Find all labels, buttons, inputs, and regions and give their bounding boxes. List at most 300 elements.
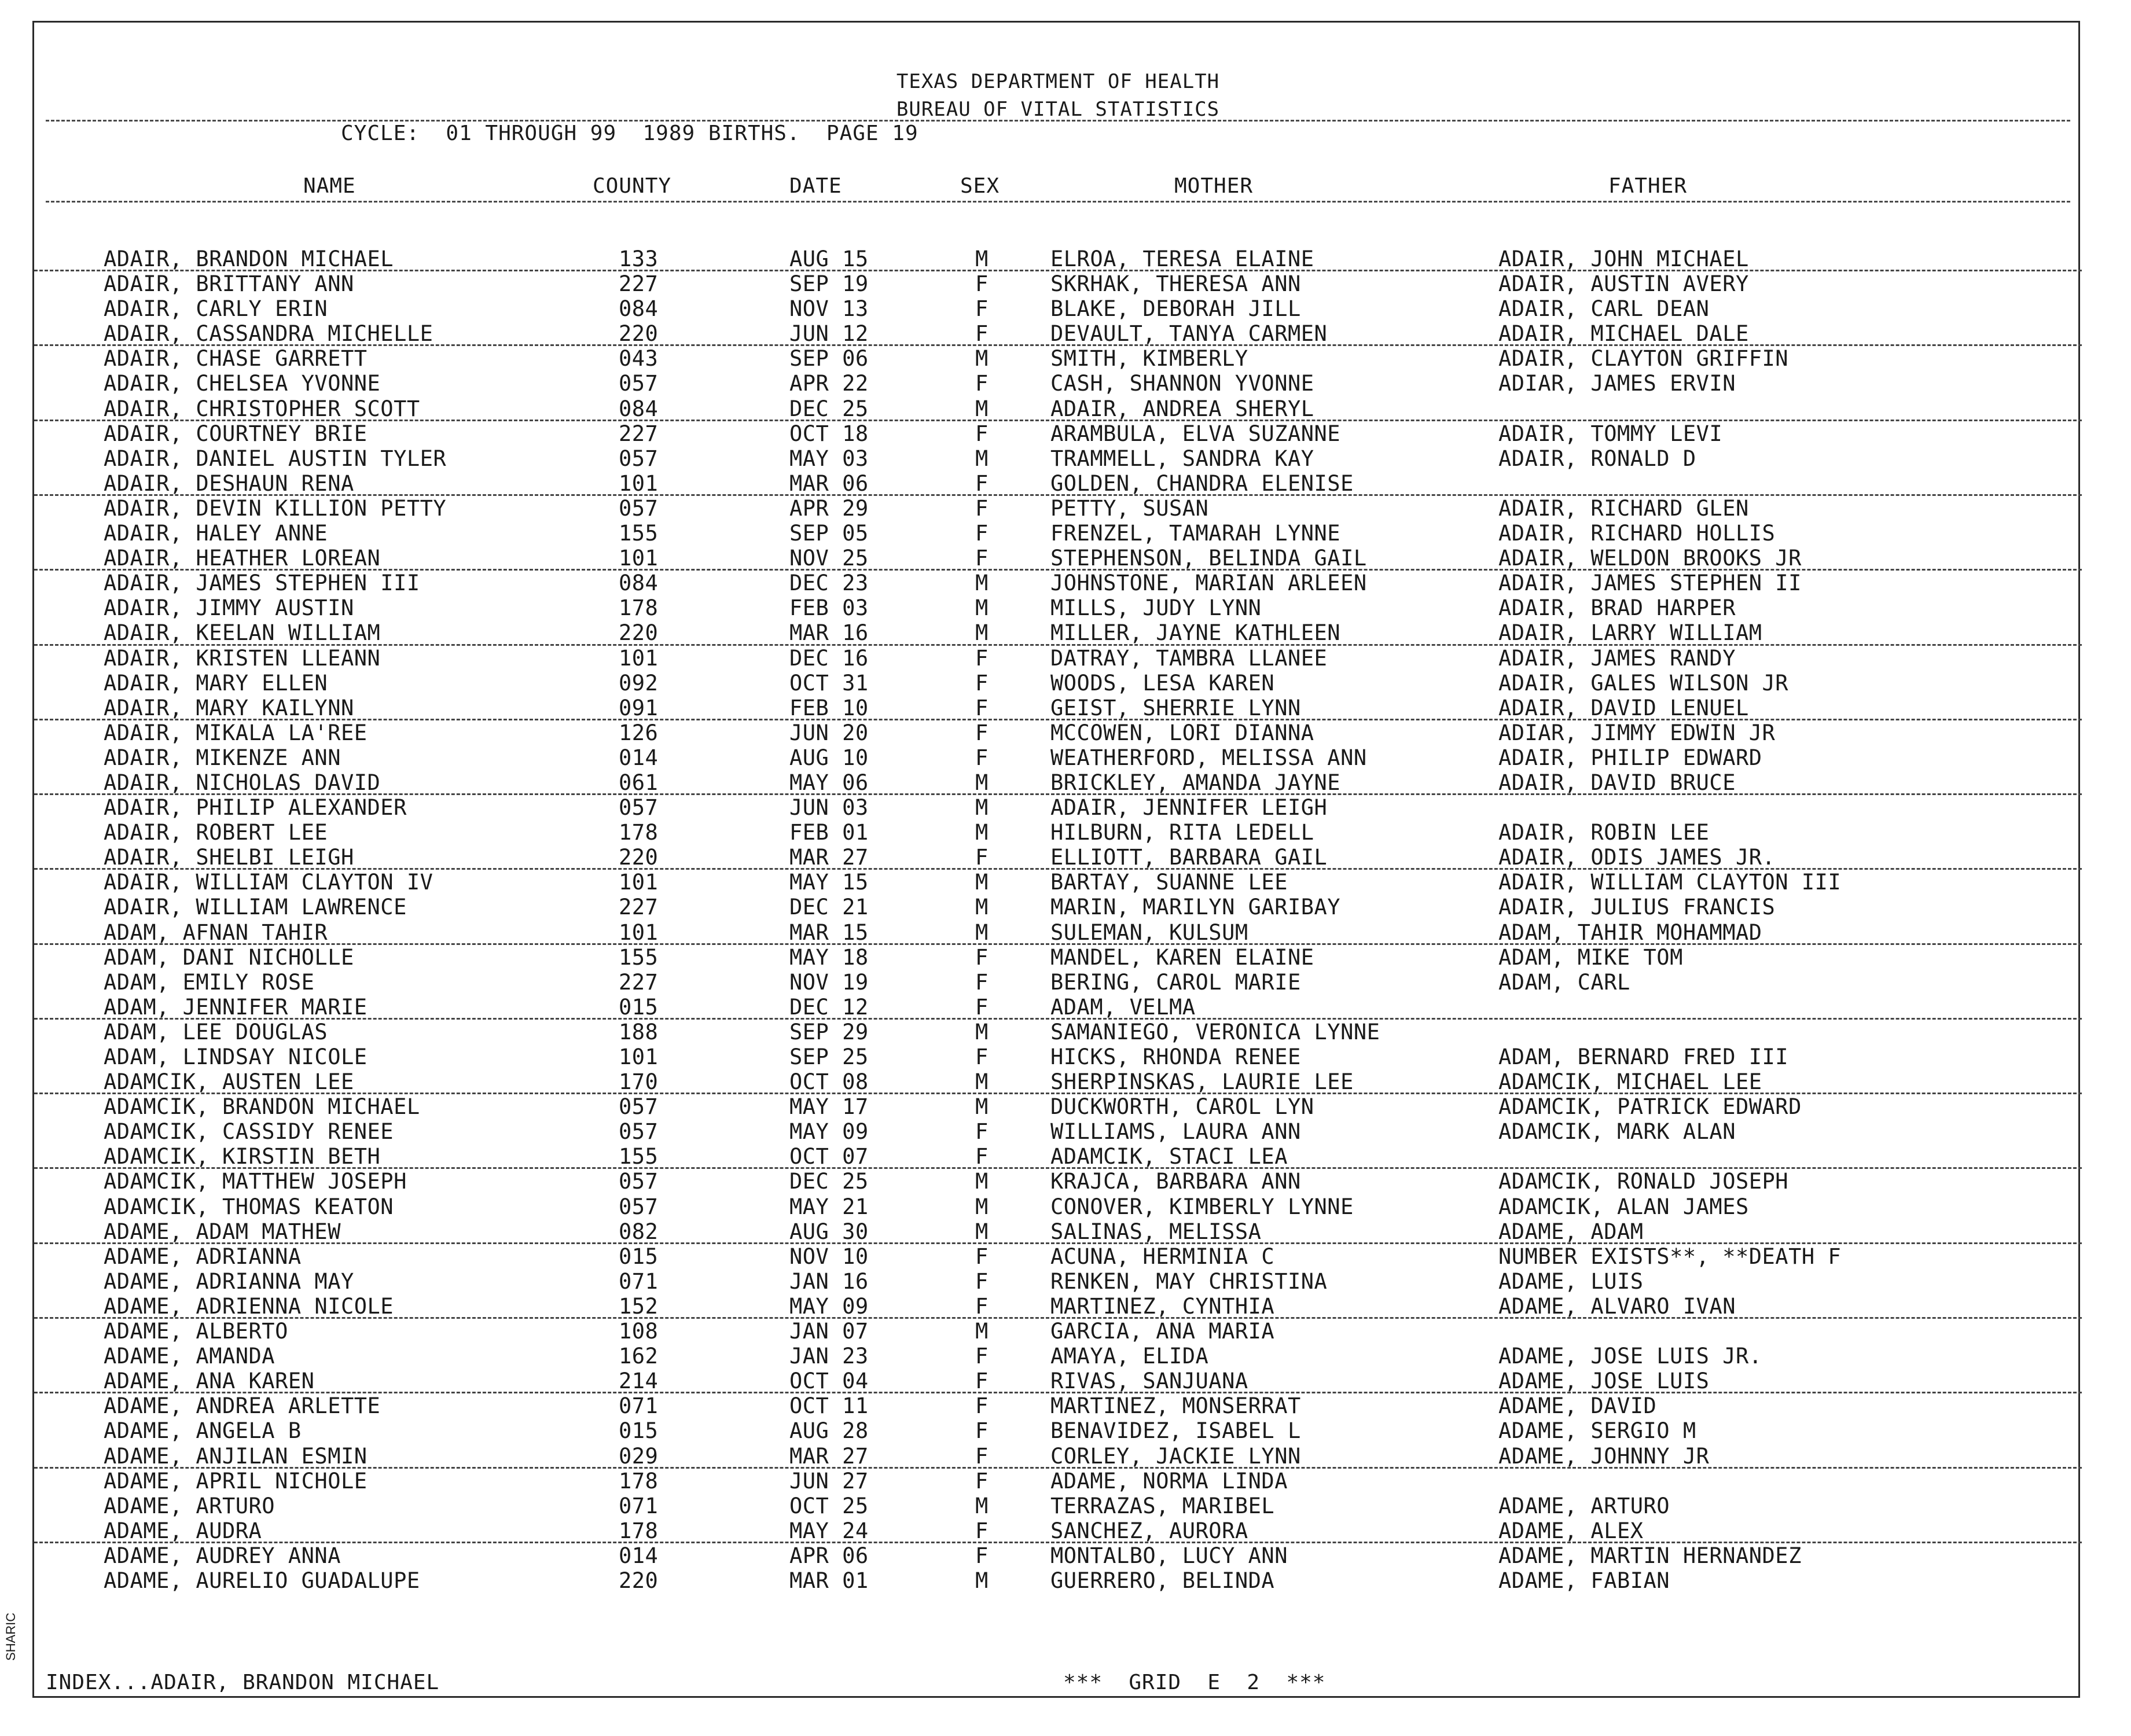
cell-sex: M	[975, 1069, 989, 1095]
column-header-father: FATHER	[1608, 174, 1688, 198]
cell-mother: WEATHERFORD, MELISSA ANN	[1050, 745, 1367, 770]
cell-date: SEP 06	[789, 346, 869, 372]
table-row	[34, 945, 2082, 970]
cell-sex: F	[975, 296, 989, 322]
table-row	[34, 421, 2082, 446]
cell-date: SEP 25	[789, 1044, 869, 1069]
cell-father: ADAIR, DAVID LENUEL	[1498, 695, 1749, 720]
cell-county: 057	[619, 1194, 659, 1219]
table-row	[34, 1269, 2082, 1294]
cell-mother: DUCKWORTH, CAROL LYN	[1050, 1094, 1314, 1120]
cell-date: MAY 18	[789, 944, 869, 970]
cell-mother: BRICKLEY, AMANDA JAYNE	[1050, 770, 1341, 795]
cell-sex: M	[975, 595, 989, 621]
table-row	[34, 1469, 2082, 1494]
cell-name: ADAMCIK, AUSTEN LEE	[104, 1069, 354, 1095]
cell-mother: RENKEN, MAY CHRISTINA	[1050, 1268, 1328, 1294]
cell-mother: JOHNSTONE, MARIAN ARLEEN	[1050, 571, 1367, 596]
cell-sex: F	[975, 845, 989, 870]
cell-date: MAR 15	[789, 920, 869, 945]
table-row	[34, 346, 2082, 371]
cell-mother: SKRHAK, THERESA ANN	[1050, 271, 1301, 297]
cell-name: ADAM, LEE DOUGLAS	[104, 1019, 328, 1044]
cell-mother: GARCIA, ANA MARIA	[1050, 1319, 1275, 1344]
cell-date: NOV 13	[789, 296, 869, 322]
cell-date: MAY 06	[789, 770, 869, 795]
cell-sex: M	[975, 1568, 989, 1593]
table-row	[34, 1319, 2082, 1344]
cell-father: ADAMCIK, ALAN JAMES	[1498, 1194, 1749, 1219]
cell-mother: PETTY, SUSAN	[1050, 495, 1209, 521]
cell-county: 015	[619, 1418, 659, 1444]
cell-county: 015	[619, 994, 659, 1020]
cell-mother: TERRAZAS, MARIBEL	[1050, 1493, 1275, 1518]
cell-county: 057	[619, 1119, 659, 1145]
cell-name: ADAME, ANJILAN ESMIN	[104, 1443, 368, 1469]
cell-date: JUN 03	[789, 795, 869, 821]
cell-name: ADAME, AUDRA	[104, 1518, 262, 1543]
cell-name: ADAME, AURELIO GUADALUPE	[104, 1568, 420, 1593]
cell-sex: F	[975, 645, 989, 671]
table-row	[34, 1020, 2082, 1044]
cell-county: 227	[619, 895, 659, 920]
table-row	[34, 446, 2082, 471]
cell-date: DEC 16	[789, 645, 869, 671]
birth-records-table	[34, 247, 2082, 1593]
cell-father: ADAME, FABIAN	[1498, 1568, 1670, 1593]
cell-date: MAR 01	[789, 1568, 869, 1593]
cell-date: SEP 19	[789, 271, 869, 297]
cell-mother: SANCHEZ, AURORA	[1050, 1518, 1248, 1543]
cell-sex: F	[975, 1119, 989, 1145]
cell-name: ADAMCIK, BRANDON MICHAEL	[104, 1094, 420, 1120]
cell-name: ADAIR, SHELBI LEIGH	[104, 845, 354, 870]
cell-sex: M	[975, 1493, 989, 1518]
cell-mother: KRAJCA, BARBARA ANN	[1050, 1169, 1301, 1194]
table-row	[34, 271, 2082, 296]
cell-county: 057	[619, 1169, 659, 1194]
cell-date: MAY 09	[789, 1293, 869, 1319]
cell-name: ADAM, DANI NICHOLLE	[104, 944, 354, 970]
cell-mother: WILLIAMS, LAURA ANN	[1050, 1119, 1301, 1145]
table-row	[34, 1518, 2082, 1543]
table-row	[34, 1094, 2082, 1119]
cell-name: ADAME, ANA KAREN	[104, 1369, 315, 1394]
cell-father: ADAIR, JULIUS FRANCIS	[1498, 895, 1776, 920]
cell-sex: F	[975, 1344, 989, 1369]
cell-date: NOV 25	[789, 546, 869, 571]
cell-mother: MARIN, MARILYN GARIBAY	[1050, 895, 1341, 920]
cell-county: 014	[619, 745, 659, 770]
cell-sex: M	[975, 1094, 989, 1120]
table-row	[34, 496, 2082, 521]
cell-sex: F	[975, 994, 989, 1020]
cell-county: 178	[619, 1518, 659, 1543]
cell-date: FEB 03	[789, 595, 869, 621]
cell-father: ADAIR, RICHARD GLEN	[1498, 495, 1749, 521]
cell-name: ADAMCIK, CASSIDY RENEE	[104, 1119, 394, 1145]
cell-father: ADAIR, WELDON BROOKS JR	[1498, 546, 1802, 571]
cell-sex: F	[975, 695, 989, 720]
cell-mother: CONOVER, KIMBERLY LYNNE	[1050, 1194, 1354, 1219]
cell-name: ADAIR, DANIEL AUSTIN TYLER	[104, 446, 447, 471]
cell-name: ADAIR, CHELSEA YVONNE	[104, 371, 381, 396]
cell-father: ADAIR, WILLIAM CLAYTON III	[1498, 870, 1842, 895]
cell-date: OCT 18	[789, 421, 869, 446]
cell-father: ADAIR, CLAYTON GRIFFIN	[1498, 346, 1789, 372]
cell-date: JAN 23	[789, 1344, 869, 1369]
ledger-page	[32, 21, 2080, 1698]
cell-county: 084	[619, 571, 659, 596]
cell-mother: STEPHENSON, BELINDA GAIL	[1050, 546, 1367, 571]
cell-date: OCT 31	[789, 670, 869, 696]
cell-county: 220	[619, 620, 659, 646]
cell-county: 155	[619, 1144, 659, 1169]
table-row	[34, 546, 2082, 571]
cell-name: ADAME, ADRIANNA MAY	[104, 1268, 354, 1294]
cell-county: 178	[619, 820, 659, 845]
cell-mother: ELLIOTT, BARBARA GAIL	[1050, 845, 1328, 870]
cell-county: 101	[619, 1044, 659, 1069]
cell-father: ADAIR, RICHARD HOLLIS	[1498, 521, 1776, 546]
cell-father: ADAME, ALEX	[1498, 1518, 1644, 1543]
cell-father: ADAME, SERGIO M	[1498, 1418, 1696, 1444]
cell-name: ADAIR, CARLY ERIN	[104, 296, 328, 322]
cell-sex: F	[975, 546, 989, 571]
cell-county: 101	[619, 870, 659, 895]
cell-date: OCT 07	[789, 1144, 869, 1169]
cell-county: 155	[619, 944, 659, 970]
cell-name: ADAM, AFNAN TAHIR	[104, 920, 328, 945]
cell-name: ADAME, ARTURO	[104, 1493, 275, 1518]
table-row	[34, 620, 2082, 645]
cell-mother: MARTINEZ, MONSERRAT	[1050, 1393, 1301, 1419]
cell-sex: M	[975, 1194, 989, 1219]
table-row	[34, 1294, 2082, 1319]
column-header-date: DATE	[789, 174, 842, 198]
cell-mother: ADAME, NORMA LINDA	[1050, 1468, 1288, 1494]
cell-county: 101	[619, 920, 659, 945]
cell-sex: F	[975, 421, 989, 446]
table-row	[34, 795, 2082, 820]
column-header-sex: SEX	[960, 174, 1000, 198]
table-row	[34, 895, 2082, 920]
cell-date: JUN 12	[789, 321, 869, 347]
cell-name: ADAM, LINDSAY NICOLE	[104, 1044, 368, 1069]
cell-father: ADAM, BERNARD FRED III	[1498, 1044, 1789, 1069]
cell-mother: MONTALBO, LUCY ANN	[1050, 1543, 1288, 1568]
table-row	[34, 1494, 2082, 1518]
cell-sex: M	[975, 920, 989, 945]
cell-date: DEC 12	[789, 994, 869, 1020]
cell-mother: GUERRERO, BELINDA	[1050, 1568, 1275, 1593]
table-row	[34, 471, 2082, 496]
cell-county: 057	[619, 1094, 659, 1120]
table-row	[34, 646, 2082, 671]
table-row	[34, 1044, 2082, 1069]
cell-date: FEB 10	[789, 695, 869, 720]
cell-name: ADAIR, BRANDON MICHAEL	[104, 247, 394, 271]
cell-county: 029	[619, 1443, 659, 1469]
cell-county: 057	[619, 495, 659, 521]
cell-county: 178	[619, 1468, 659, 1494]
cell-mother: ADAIR, ANDREA SHERYL	[1050, 396, 1314, 421]
cell-mother: SMITH, KIMBERLY	[1050, 346, 1248, 372]
cell-sex: F	[975, 969, 989, 995]
cell-sex: F	[975, 1268, 989, 1294]
bureau-title: BUREAU OF VITAL STATISTICS	[896, 98, 1220, 121]
cell-sex: M	[975, 446, 989, 471]
cell-county: 071	[619, 1393, 659, 1419]
cell-father: ADAIR, JAMES STEPHEN II	[1498, 571, 1802, 596]
cell-father: ADAME, JOSE LUIS	[1498, 1369, 1710, 1394]
cell-county: 178	[619, 595, 659, 621]
cell-mother: BERING, CAROL MARIE	[1050, 969, 1301, 995]
cell-father: ADAIR, JAMES RANDY	[1498, 645, 1736, 671]
cell-father: ADAIR, CARL DEAN	[1498, 296, 1710, 322]
cell-father: ADAME, DAVID	[1498, 1393, 1657, 1419]
cell-date: APR 22	[789, 371, 869, 396]
cell-father: ADAIR, GALES WILSON JR	[1498, 670, 1789, 696]
cell-date: NOV 10	[789, 1244, 869, 1269]
cell-mother: DEVAULT, TANYA CARMEN	[1050, 321, 1328, 347]
table-row	[34, 1244, 2082, 1269]
cell-mother: ARAMBULA, ELVA SUZANNE	[1050, 421, 1341, 446]
cell-county: 126	[619, 720, 659, 745]
cell-father: ADAIR, JOHN MICHAEL	[1498, 247, 1749, 271]
cell-county: 092	[619, 670, 659, 696]
cell-sex: M	[975, 1019, 989, 1044]
cell-father: ADAIR, AUSTIN AVERY	[1498, 271, 1749, 297]
table-row	[34, 595, 2082, 620]
cell-father: ADAIR, LARRY WILLIAM	[1498, 620, 1762, 646]
index-footer: INDEX...ADAIR, BRANDON MICHAEL	[46, 1671, 440, 1694]
cell-county: 057	[619, 446, 659, 471]
cell-mother: SULEMAN, KULSUM	[1050, 920, 1248, 945]
cell-county: 057	[619, 371, 659, 396]
cell-father: ADAM, MIKE TOM	[1498, 944, 1683, 970]
cell-father: NUMBER EXISTS**, **DEATH F	[1498, 1244, 1842, 1269]
cell-father: ADAIR, RONALD D	[1498, 446, 1696, 471]
cell-date: JUN 20	[789, 720, 869, 745]
cell-county: 170	[619, 1069, 659, 1095]
cell-sex: M	[975, 247, 989, 271]
cell-county: 061	[619, 770, 659, 795]
cell-county: 227	[619, 271, 659, 297]
table-row	[34, 1219, 2082, 1244]
cycle-line: CYCLE: 01 THROUGH 99 1989 BIRTHS. PAGE 19	[341, 122, 918, 145]
table-row	[34, 745, 2082, 770]
cell-sex: F	[975, 1543, 989, 1568]
cell-county: 155	[619, 521, 659, 546]
cell-mother: ADAIR, JENNIFER LEIGH	[1050, 795, 1328, 821]
cell-sex: F	[975, 1369, 989, 1394]
cell-sex: F	[975, 720, 989, 745]
column-header-mother: MOTHER	[1174, 174, 1254, 198]
cell-name: ADAIR, MARY ELLEN	[104, 670, 328, 696]
cell-father: ADAMCIK, MARK ALAN	[1498, 1119, 1736, 1145]
cell-father: ADAIR, TOMMY LEVI	[1498, 421, 1723, 446]
cell-father: ADAME, ALVARO IVAN	[1498, 1293, 1736, 1319]
cell-date: APR 06	[789, 1543, 869, 1568]
cell-father: ADAMCIK, MICHAEL LEE	[1498, 1069, 1762, 1095]
cell-date: AUG 30	[789, 1219, 869, 1244]
cell-name: ADAM, JENNIFER MARIE	[104, 994, 368, 1020]
cell-county: 043	[619, 346, 659, 372]
table-row	[34, 995, 2082, 1020]
cell-date: AUG 10	[789, 745, 869, 770]
cell-date: MAR 27	[789, 1443, 869, 1469]
table-row	[34, 870, 2082, 895]
cell-date: DEC 25	[789, 396, 869, 421]
cell-sex: F	[975, 521, 989, 546]
table-row	[34, 1369, 2082, 1393]
cell-mother: GEIST, SHERRIE LYNN	[1050, 695, 1301, 720]
table-row	[34, 1119, 2082, 1144]
cell-date: MAY 21	[789, 1194, 869, 1219]
cell-date: FEB 01	[789, 820, 869, 845]
table-row	[34, 1393, 2082, 1418]
table-row	[34, 1144, 2082, 1169]
table-row	[34, 1543, 2082, 1568]
cell-name: ADAIR, WILLIAM LAWRENCE	[104, 895, 407, 920]
column-header-county: COUNTY	[593, 174, 672, 198]
cell-date: APR 29	[789, 495, 869, 521]
cell-county: 071	[619, 1493, 659, 1518]
cell-name: ADAME, AUDREY ANNA	[104, 1543, 341, 1568]
cell-sex: F	[975, 1244, 989, 1269]
cell-mother: BLAKE, DEBORAH JILL	[1050, 296, 1301, 322]
cell-county: 108	[619, 1319, 659, 1344]
cell-date: MAY 09	[789, 1119, 869, 1145]
cell-sex: F	[975, 1443, 989, 1469]
cell-sex: M	[975, 1219, 989, 1244]
cell-mother: MILLER, JAYNE KATHLEEN	[1050, 620, 1341, 646]
cell-father: ADAME, ARTURO	[1498, 1493, 1670, 1518]
table-row	[34, 671, 2082, 696]
cell-mother: ADAMCIK, STACI LEA	[1050, 1144, 1288, 1169]
cell-sex: F	[975, 745, 989, 770]
cell-mother: SALINAS, MELISSA	[1050, 1219, 1262, 1244]
cell-date: MAY 17	[789, 1094, 869, 1120]
cell-county: 101	[619, 470, 659, 496]
cell-date: MAY 15	[789, 870, 869, 895]
cell-sex: F	[975, 670, 989, 696]
cell-sex: M	[975, 895, 989, 920]
cell-name: ADAM, EMILY ROSE	[104, 969, 315, 995]
cell-mother: SAMANIEGO, VERONICA LYNNE	[1050, 1019, 1380, 1044]
table-row	[34, 820, 2082, 845]
cell-sex: M	[975, 1319, 989, 1344]
cell-name: ADAIR, MARY KAILYNN	[104, 695, 354, 720]
cell-name: ADAME, ANDREA ARLETTE	[104, 1393, 381, 1419]
table-row	[34, 1069, 2082, 1094]
cell-name: ADAME, ADRIANNA	[104, 1244, 302, 1269]
cell-sex: M	[975, 571, 989, 596]
cell-father: ADAM, TAHIR MOHAMMAD	[1498, 920, 1762, 945]
cell-father: ADAMCIK, PATRICK EDWARD	[1498, 1094, 1802, 1120]
cell-mother: MILLS, JUDY LYNN	[1050, 595, 1262, 621]
cell-county: 162	[619, 1344, 659, 1369]
cell-mother: BARTAY, SUANNE LEE	[1050, 870, 1288, 895]
cell-county: 101	[619, 645, 659, 671]
cell-sex: M	[975, 870, 989, 895]
side-tag: SHARIC	[3, 1612, 18, 1661]
table-row	[34, 296, 2082, 321]
table-row	[34, 1344, 2082, 1369]
table-row	[34, 720, 2082, 745]
cell-father: ADAME, JOSE LUIS JR.	[1498, 1344, 1762, 1369]
table-row	[34, 970, 2082, 995]
cell-county: 133	[619, 247, 659, 271]
cell-mother: MCCOWEN, LORI DIANNA	[1050, 720, 1314, 745]
table-row	[34, 1444, 2082, 1469]
cell-name: ADAMCIK, MATTHEW JOSEPH	[104, 1169, 407, 1194]
cell-mother: ACUNA, HERMINIA C	[1050, 1244, 1275, 1269]
cell-date: MAR 16	[789, 620, 869, 646]
cell-sex: F	[975, 1293, 989, 1319]
cell-name: ADAME, AMANDA	[104, 1344, 275, 1369]
cell-name: ADAIR, MIKALA LA'REE	[104, 720, 368, 745]
cell-mother: AMAYA, ELIDA	[1050, 1344, 1209, 1369]
cell-sex: M	[975, 795, 989, 821]
cell-date: SEP 29	[789, 1019, 869, 1044]
cell-father: ADAIR, ROBIN LEE	[1498, 820, 1710, 845]
cell-name: ADAME, APRIL NICHOLE	[104, 1468, 368, 1494]
cell-mother: CORLEY, JACKIE LYNN	[1050, 1443, 1301, 1469]
table-row	[34, 247, 2082, 271]
cell-date: OCT 11	[789, 1393, 869, 1419]
column-header-rule	[46, 201, 2070, 203]
cell-name: ADAIR, WILLIAM CLAYTON IV	[104, 870, 433, 895]
cell-name: ADAIR, CASSANDRA MICHELLE	[104, 321, 433, 347]
cell-name: ADAIR, JAMES STEPHEN III	[104, 571, 420, 596]
cell-county: 071	[619, 1268, 659, 1294]
cell-date: SEP 05	[789, 521, 869, 546]
table-row	[34, 321, 2082, 346]
cell-county: 220	[619, 845, 659, 870]
cell-county: 220	[619, 1568, 659, 1593]
cell-date: OCT 08	[789, 1069, 869, 1095]
cell-sex: F	[975, 1393, 989, 1419]
cell-name: ADAIR, HALEY ANNE	[104, 521, 328, 546]
table-row	[34, 696, 2082, 720]
cell-mother: WOODS, LESA KAREN	[1050, 670, 1275, 696]
table-row	[34, 770, 2082, 795]
cell-sex: F	[975, 470, 989, 496]
cell-sex: F	[975, 321, 989, 347]
cell-name: ADAIR, KRISTEN LLEANN	[104, 645, 381, 671]
cell-county: 091	[619, 695, 659, 720]
cell-name: ADAIR, PHILIP ALEXANDER	[104, 795, 407, 821]
cell-sex: F	[975, 1144, 989, 1169]
cell-date: MAR 06	[789, 470, 869, 496]
cell-date: DEC 23	[789, 571, 869, 596]
table-row	[34, 396, 2082, 421]
cell-father: ADAME, ADAM	[1498, 1219, 1644, 1244]
grid-footer: *** GRID E 2 ***	[1063, 1671, 1326, 1694]
cell-father: ADAIR, PHILIP EDWARD	[1498, 745, 1762, 770]
cell-county: 220	[619, 321, 659, 347]
table-row	[34, 920, 2082, 945]
cell-father: ADAIR, ODIS JAMES JR.	[1498, 845, 1776, 870]
cell-sex: F	[975, 1518, 989, 1543]
cell-date: MAY 03	[789, 446, 869, 471]
table-row	[34, 571, 2082, 595]
cell-county: 227	[619, 969, 659, 995]
cell-mother: FRENZEL, TAMARAH LYNNE	[1050, 521, 1341, 546]
cell-mother: MARTINEZ, CYNTHIA	[1050, 1293, 1275, 1319]
